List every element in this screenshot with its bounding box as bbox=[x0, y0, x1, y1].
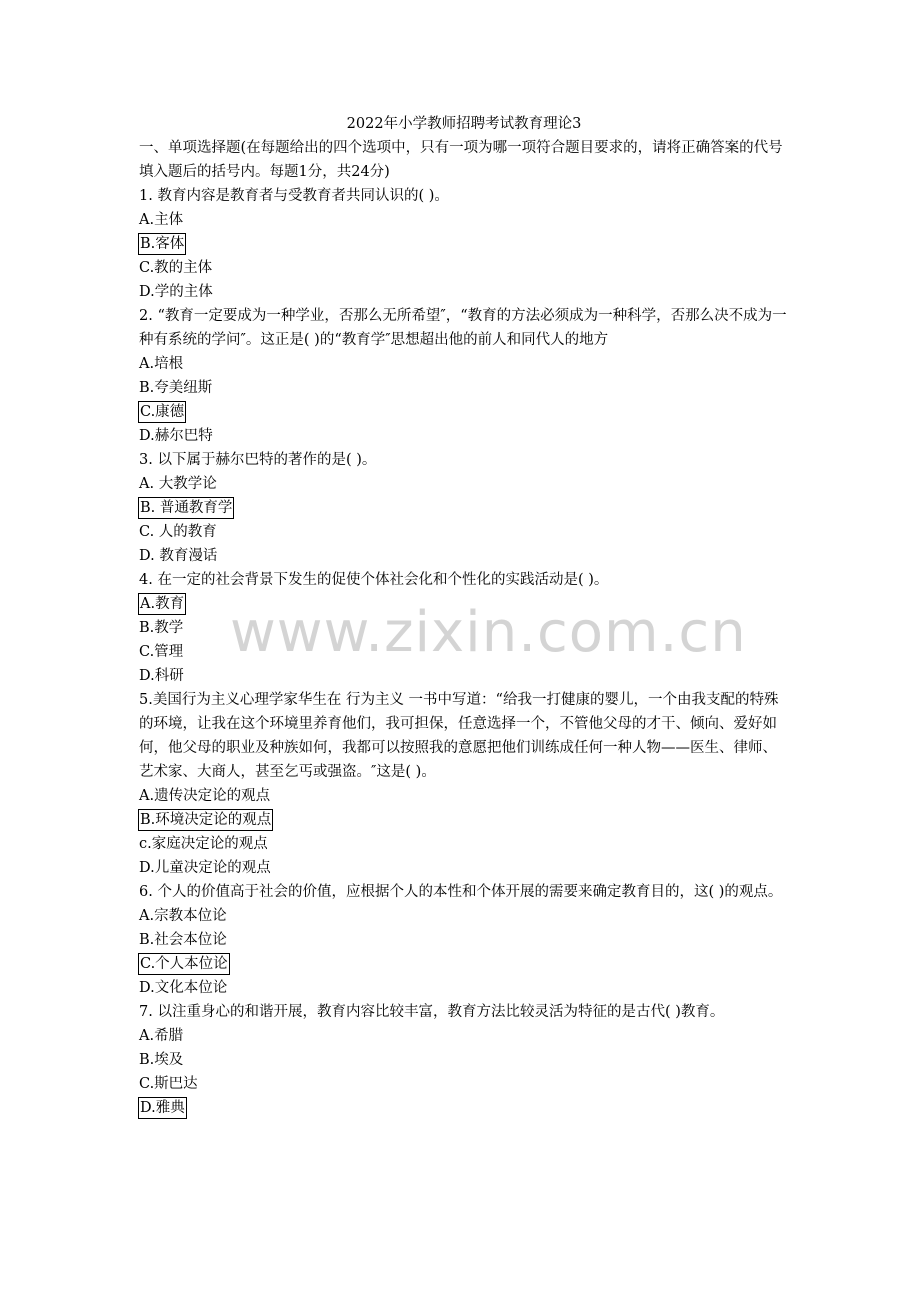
document-body bbox=[139, 112, 789, 1120]
option-line bbox=[139, 544, 789, 568]
answer-option-boxed: B.环境决定论的观点 bbox=[138, 809, 273, 831]
answer-option: B.埃及 bbox=[139, 1052, 184, 1068]
option-line bbox=[139, 256, 789, 280]
answer-option: c.家庭决定论的观点 bbox=[139, 836, 268, 852]
answer-option-boxed: B.客体 bbox=[138, 233, 186, 255]
answer-option: C. 人的教育 bbox=[139, 524, 217, 540]
option-line bbox=[139, 856, 789, 880]
option-line bbox=[139, 664, 789, 688]
answer-option: B.教学 bbox=[139, 620, 184, 636]
answer-option: A.遗传决定论的观点 bbox=[139, 788, 271, 804]
question-stem: 7. 以注重身心的和谐开展，教育内容比较丰富，教育方法比较灵活为特征的是古代( )教育。 bbox=[139, 1004, 725, 1020]
answer-option: A.宗教本位论 bbox=[139, 908, 227, 924]
option-line bbox=[139, 640, 789, 664]
question-item bbox=[139, 448, 789, 568]
question-item bbox=[139, 1000, 789, 1120]
answer-option: C.斯巴达 bbox=[139, 1076, 198, 1092]
question-stem: 1. 教育内容是教育者与受教育者共同认识的( )。 bbox=[139, 188, 449, 204]
document-title: 2022年小学教师招聘考试教育理论3 bbox=[346, 116, 582, 132]
answer-option: A. 大教学论 bbox=[139, 476, 217, 492]
answer-option-boxed: C.个人本位论 bbox=[138, 953, 230, 975]
question-stem: 5.美国行为主义心理学家华生在 行为主义 一书中写道：“给我一打健康的婴儿，一个由我支配的特殊的环境，让我在这个环境里养育他们，我可担保，任意选择一个，不管他父母的才干、倾向、爱好如何，他父母的职业及种族如何，我都可以按照我的意愿把他们训练成任何一种人物——医生、律师、艺术家、大商人，甚至乞丐或强盗。″这是( )。 bbox=[139, 692, 779, 780]
option-line bbox=[139, 400, 789, 424]
option-line bbox=[139, 808, 789, 832]
option-line bbox=[139, 472, 789, 496]
answer-option: D.文化本位论 bbox=[139, 980, 228, 996]
option-line bbox=[139, 208, 789, 232]
question-item bbox=[139, 880, 789, 1000]
question-item bbox=[139, 568, 789, 688]
option-line bbox=[139, 592, 789, 616]
answer-option-boxed: C.康德 bbox=[138, 401, 186, 423]
answer-option: D.儿童决定论的观点 bbox=[139, 860, 271, 876]
answer-option: D.学的主体 bbox=[139, 284, 213, 300]
option-line bbox=[139, 1072, 789, 1096]
option-line bbox=[139, 976, 789, 1000]
answer-option: B.社会本位论 bbox=[139, 932, 227, 948]
answer-option: A.培根 bbox=[139, 356, 184, 372]
option-line bbox=[139, 928, 789, 952]
watermark: www.zixin.com.cn bbox=[230, 600, 747, 665]
option-line bbox=[139, 904, 789, 928]
option-line bbox=[139, 1048, 789, 1072]
answer-option: B.夸美纽斯 bbox=[139, 380, 213, 396]
option-line bbox=[139, 784, 789, 808]
option-line bbox=[139, 832, 789, 856]
answer-option-boxed: A.教育 bbox=[138, 593, 186, 615]
question-stem: 4. 在一定的社会背景下发生的促使个体社会化和个性化的实践活动是( )。 bbox=[139, 572, 609, 588]
answer-option: A.希腊 bbox=[139, 1028, 184, 1044]
answer-option: D.科研 bbox=[139, 668, 184, 684]
question-stem: 3. 以下属于赫尔巴特的著作的是( )。 bbox=[139, 452, 377, 468]
option-line bbox=[139, 616, 789, 640]
answer-option: D. 教育漫话 bbox=[139, 548, 218, 564]
question-item bbox=[139, 184, 789, 304]
question-list bbox=[139, 184, 789, 1120]
answer-option-boxed: B. 普通教育学 bbox=[138, 497, 234, 519]
question-item bbox=[139, 688, 789, 880]
option-line bbox=[139, 1024, 789, 1048]
option-line bbox=[139, 280, 789, 304]
option-line bbox=[139, 376, 789, 400]
answer-option: C.教的主体 bbox=[139, 260, 213, 276]
answer-option: C.管理 bbox=[139, 644, 184, 660]
option-line bbox=[139, 496, 789, 520]
option-line bbox=[139, 1096, 789, 1120]
option-line bbox=[139, 952, 789, 976]
answer-option: A.主体 bbox=[139, 212, 184, 228]
question-stem: 6. 个人的价值高于社会的价值，应根据个人的本性和个体开展的需要来确定教育目的，这( )的观点。 bbox=[139, 884, 783, 900]
option-line bbox=[139, 352, 789, 376]
option-line bbox=[139, 520, 789, 544]
section-heading: 一、单项选择题(在每题给出的四个选项中，只有一项为哪一项符合题目要求的，请将正确答案的代号填入题后的括号内。每题1分，共24分) bbox=[139, 140, 783, 180]
question-stem: 2. “教育一定要成为一种学业，否那么无所希望″，“教育的方法必须成为一种科学，否那么决不成为一种有系统的学问″。这正是( )的“教育学″思想超出他的前人和同代人的地方 bbox=[139, 308, 787, 348]
answer-option: D.赫尔巴特 bbox=[139, 428, 213, 444]
question-item bbox=[139, 304, 789, 448]
answer-option-boxed: D.雅典 bbox=[138, 1097, 187, 1119]
option-line bbox=[139, 232, 789, 256]
option-line bbox=[139, 424, 789, 448]
